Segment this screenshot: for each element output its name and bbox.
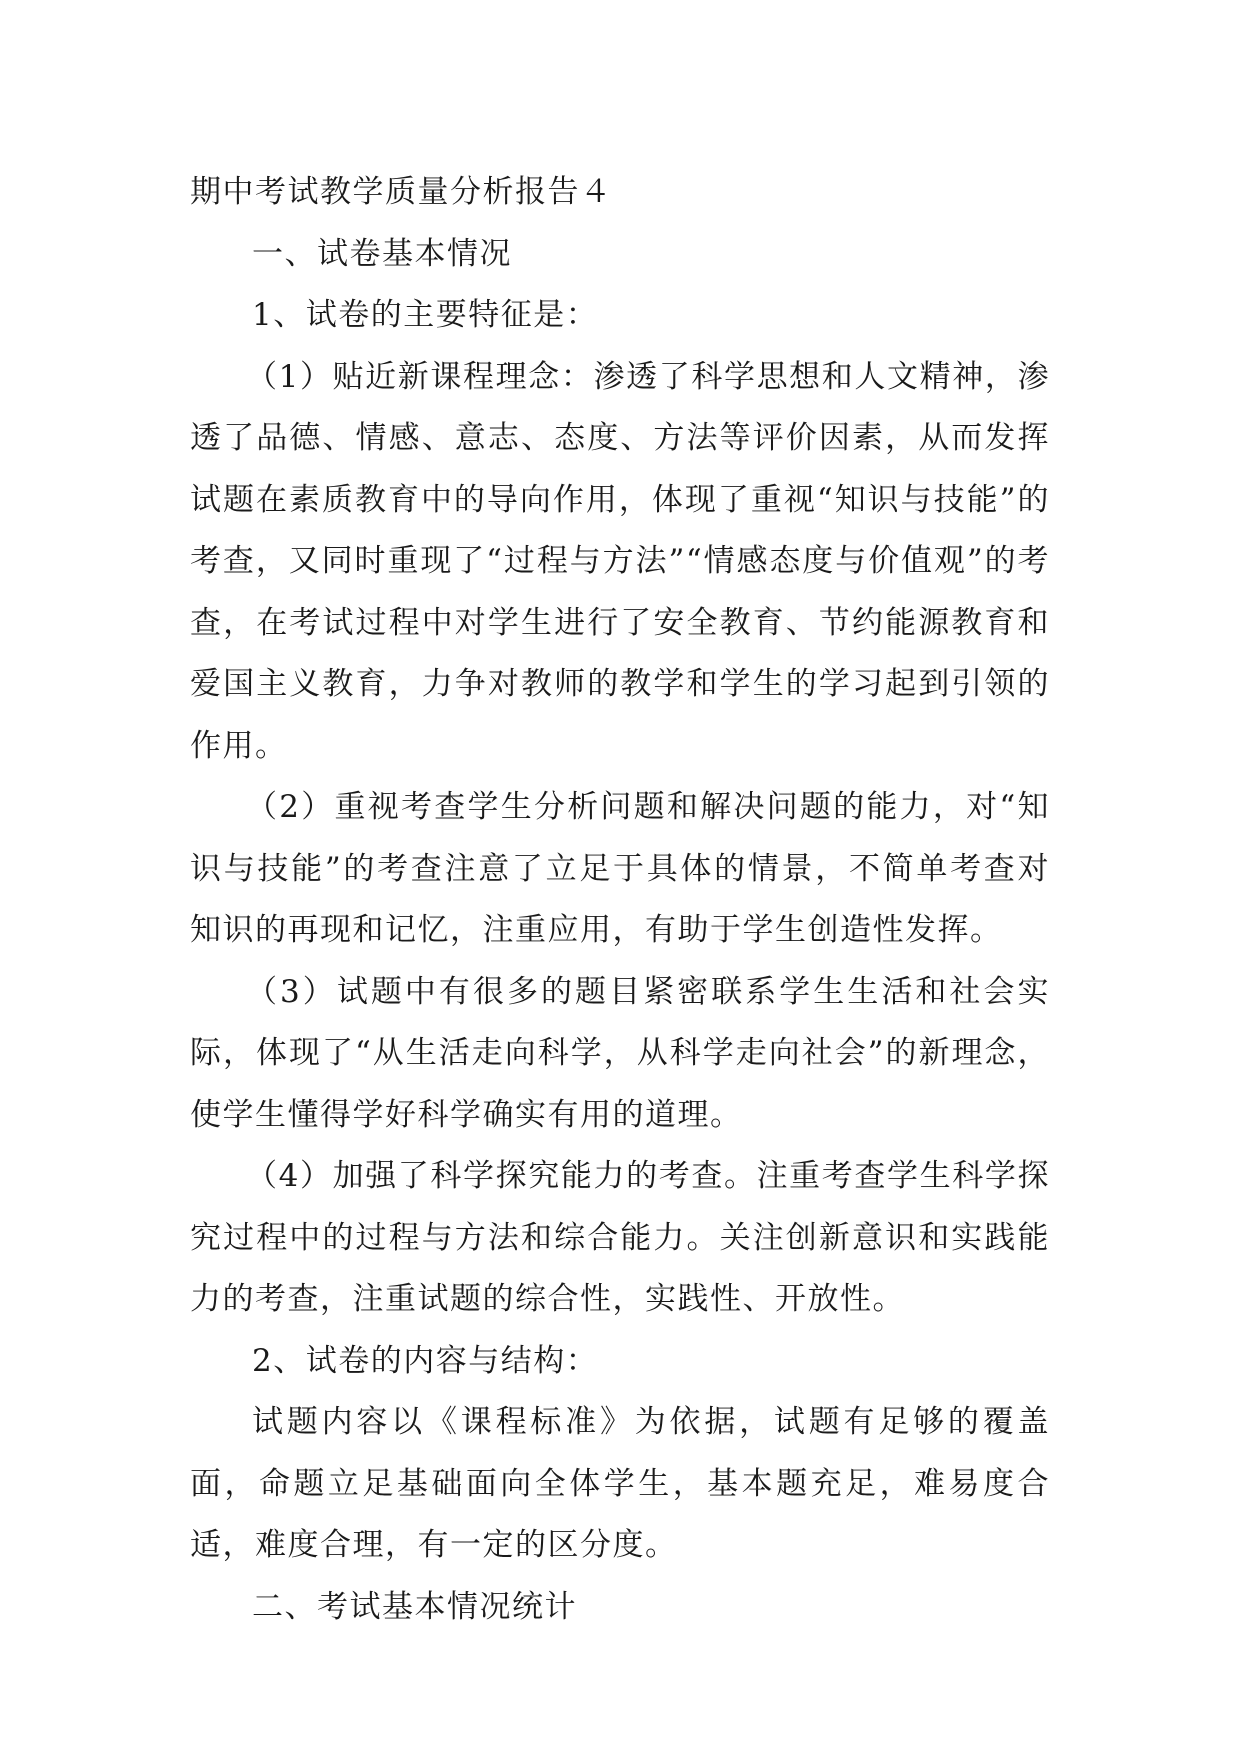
paragraph-feature-2: （2）重视考查学生分析问题和解决问题的能力，对“知识与技能”的考查注意了立足于具体的情景，不简单考查对知识的再现和记忆，注重应用，有助于学生创造性发挥。 — [190, 789, 1050, 948]
paragraph-feature-3: （3）试题中有很多的题目紧密联系学生生活和社会实际，体现了“从生活走向科学，从科学走向社会”的新理念，使学生懂得学好科学确实有用的道理。 — [190, 973, 1050, 1133]
paragraph-content-structure: 试题内容以《课程标准》为依据，试题有足够的覆盖面，命题立足基础面向全体学生，基本题充足，难易度合适，难度合理，有一定的区分度。 — [190, 1404, 1050, 1563]
document-title: 期中考试教学质量分析报告４ — [190, 174, 613, 210]
subheading-content-structure: 2、试卷的内容与结构： — [252, 1342, 599, 1379]
document-body — [190, 162, 1050, 1638]
subheading-main-features: 1、试卷的主要特征是： — [252, 297, 599, 333]
paragraph-feature-1: （1）贴近新课程理念：渗透了科学思想和人文精神，渗透了品德、情感、意志、态度、方法等评价因素，从而发挥试题在素质教育中的导向作用，体现了重视“知识与技能”的考查，又同时重现了“过程与方法”“情感态度与价值观”的考查，在考试过程中对学生进行了安全教育、节约能源教育和爱国主义教育，力争对教师的教学和学生的学习起到引领的作用。 — [190, 358, 1050, 764]
paragraph-feature-4: （4）加强了科学探究能力的考查。注重考查学生科学探究过程中的过程与方法和综合能力。关注创新意识和实践能力的考查，注重试题的综合性，实践性、开放性。 — [190, 1158, 1050, 1317]
section-heading-basic-info: 一、试卷基本情况 — [252, 235, 512, 272]
section-heading-statistics: 二、考试基本情况统计 — [252, 1588, 577, 1625]
